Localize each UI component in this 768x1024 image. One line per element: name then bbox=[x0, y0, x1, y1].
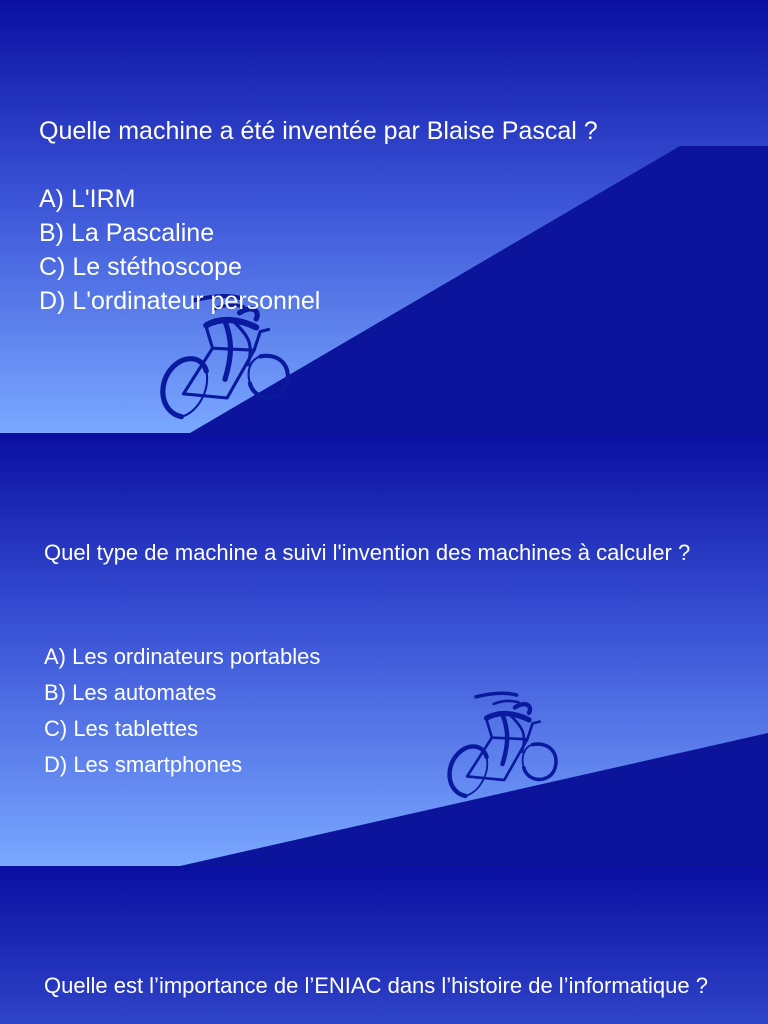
answer-options bbox=[44, 639, 320, 783]
answer-option-a: A) Les ordinateurs portables bbox=[44, 644, 321, 669]
answer-options bbox=[39, 182, 320, 318]
answer-option-c: C) Le stéthoscope bbox=[39, 253, 242, 281]
question-text: Quelle est l’importance de l’ENIAC dans l’histoire de l’informatique ? bbox=[44, 973, 708, 998]
answer-option-a: A) L'IRM bbox=[39, 185, 136, 213]
answer-option-c: C) Les tablettes bbox=[44, 716, 199, 741]
quiz-slide-1 bbox=[0, 0, 768, 433]
answer-option-b: B) Les automates bbox=[44, 680, 217, 705]
quiz-slide-3 bbox=[0, 866, 768, 1024]
answer-option-d: D) Les smartphones bbox=[44, 752, 243, 777]
question-text: Quelle machine a été inventée par Blaise Pascal ? bbox=[39, 117, 598, 145]
answer-option-b: B) La Pascaline bbox=[39, 219, 215, 247]
quiz-slide-2 bbox=[0, 433, 768, 866]
answer-option-d: D) L'ordinateur personnel bbox=[39, 287, 321, 315]
question-text: Quel type de machine a suivi l'invention des machines à calculer ? bbox=[44, 540, 691, 565]
